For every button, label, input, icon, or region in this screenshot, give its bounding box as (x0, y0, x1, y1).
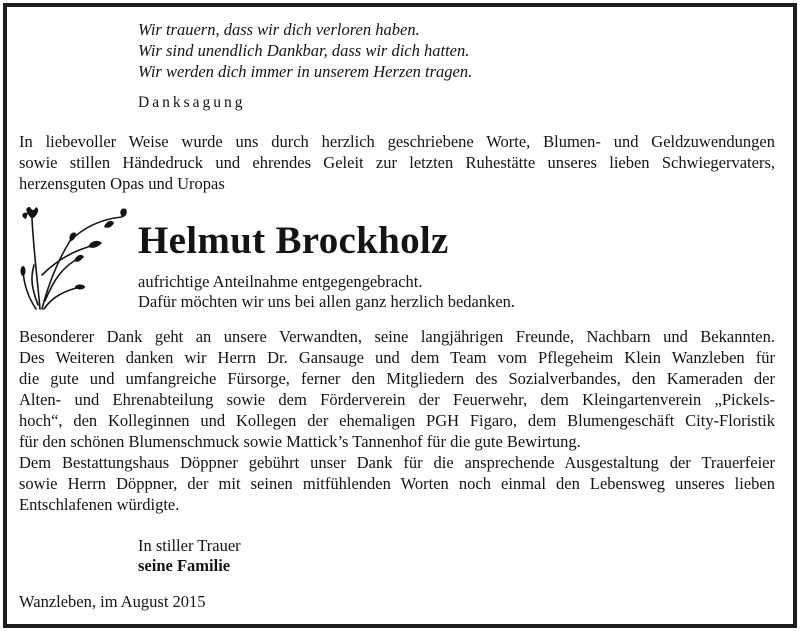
poem-line: Wir sind unendlich Dankbar, dass wir dich hatten. (138, 41, 470, 60)
special-thanks-line: Dem Bestattungshaus Döppner gebührt unser Dank für die ansprechende Ausgestaltung der Trauerfeier (19, 453, 775, 472)
poem (138, 19, 472, 82)
intro-line: sowie stillen Händedruck und ehrendes Geleit zur letzten Ruhestätte unseres lieben Schwiegervaters, (19, 153, 775, 172)
special-thanks-line: Besonderer Dank geht an unsere Verwandten, seine langjährigen Freunde, Nachbarn und Bekannten. (19, 327, 775, 346)
thanks-line: aufrichtige Anteilnahme entgegengebracht. (138, 272, 423, 291)
intro-paragraph (19, 131, 775, 194)
special-thanks-line: die gute und umfangreiche Fürsorge, ferner den Mitgliedern des Sozialverbandes, den Kameraden der (19, 369, 775, 388)
closing-signature (138, 536, 241, 576)
special-thanks-line: Alten- und Ehrenabteilung sowie dem Förderverein der Feuerwehr, dem Kleingartenverein „Pickels- (19, 390, 775, 409)
obituary-frame (3, 3, 797, 628)
special-thanks-line: Des Weiteren danken wir Herrn Dr. Gansauge und dem Team vom Pflegeheim Klein Wanzleben für (19, 348, 775, 367)
special-thanks-line: hoch“, den Kolleginnen und Kollegen der ehemaligen PGH Figaro, dem Blumengeschäft City-Floristik (19, 411, 775, 430)
heading-danksagung: Danksagung (138, 94, 246, 111)
intro-line: In liebevoller Weise wurde uns durch herzlich geschriebene Worte, Blumen- und Geldzuwendungen (19, 132, 775, 151)
flower-branch-icon (18, 205, 130, 315)
special-thanks-line: für den schönen Blumenschmuck sowie Mattick’s Tannenhof für die gute Bewirtung. (19, 432, 581, 451)
thanks-line: Dafür möchten wir uns bei allen ganz herzlich bedanken. (138, 292, 516, 311)
closing-line: In stiller Trauer (138, 536, 241, 555)
place-and-date: Wanzleben, im August 2015 (19, 592, 206, 611)
special-thanks-paragraph (19, 326, 775, 515)
special-thanks-line: sowie Herrn Döppner, der mit seinen mitfühlenden Worten noch einmal den Lebensweg unseres lieben (19, 474, 775, 493)
intro-line: herzensguten Opas und Uropas (19, 174, 225, 193)
poem-line: Wir trauern, dass wir dich verloren haben. (138, 20, 420, 39)
poem-line: Wir werden dich immer in unserem Herzen tragen. (138, 62, 473, 81)
special-thanks-line: Entschlafenen würdigte. (19, 495, 180, 514)
signature-family: seine Familie (138, 556, 231, 575)
thanks-lines (138, 272, 515, 312)
deceased-name: Helmut Brockholz (138, 219, 449, 262)
